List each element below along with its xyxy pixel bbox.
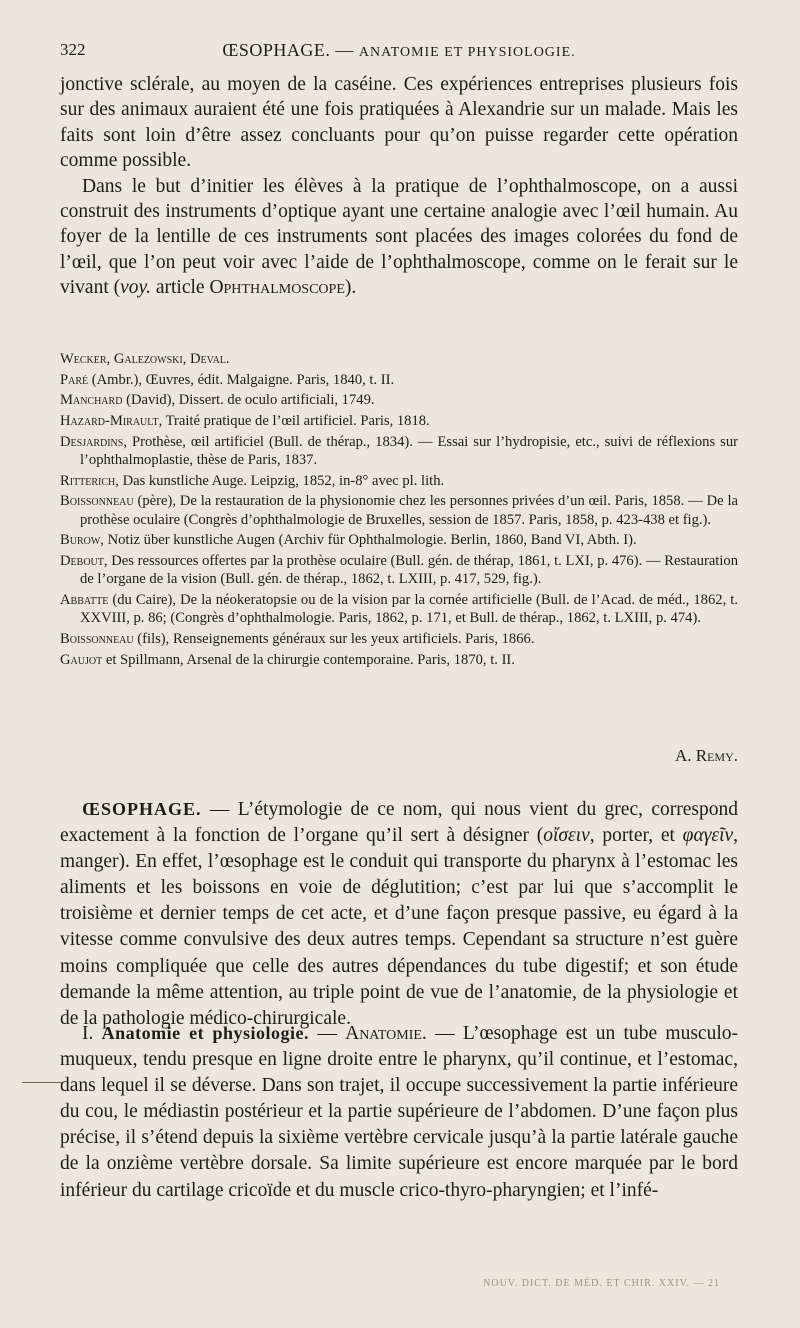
reference-entry — [60, 591, 738, 627]
cross-reference: Ophthalmoscope — [209, 277, 345, 299]
article-word: article — [150, 277, 210, 299]
running-header — [60, 40, 738, 70]
reference-author: Manchard — [60, 392, 123, 409]
reference-author: Paré — [60, 371, 89, 388]
article-text-a: — L’étymologie de ce nom, qui nous vient du grec, correspond exactement à la fonction de l’organe qu’il sert à désigner ( — [60, 799, 738, 847]
reference-entry — [60, 433, 738, 469]
reference-text: (père), De la restauration de la physionomie chez les personnes privées d’un œil. Paris, 1858. — De la prothèse oculaire (Congrès d’ophthalmologie de Bruxelles, session de 1857. Paris, 1858, p. 423-438 et fig.). — [80, 493, 738, 528]
reference-text: , Notiz über kunstliche Augen (Archiv für Ophthalmologie. Berlin, 1860, Band VI, Abth. I). — [100, 532, 637, 549]
reference-text: , Prothèse, œil artificiel (Bull. de thérap., 1834). — Essai sur l’hydropisie, etc., suivi de réflexions sur l’ophthalmoplastie, thèse de Paris, 1837. — [80, 433, 738, 469]
reference-author: Gaujot — [60, 651, 103, 668]
article-oesophage — [60, 796, 738, 1032]
section-number: I. — [82, 1023, 102, 1044]
section-text: — L’œsophage est un tube musculo-muqueux, tendu presque en ligne droite entre le pharynx, qu’il continue, et l’estomac, dans lequel il se déverse. Dans son trajet, il occupe successivement la partie inférieure du cou, le médiastin postérieur et la partie supérieure de l’abdomen. D’une façon plus précise, il s’étend depuis la sixième vertèbre cervicale jusqu’à la partie latérale gauche de la onzième vertèbre dorsale. Sa limite supérieure est encore marquée par le bord inférieur du cartilage cricoïde et du muscle crico-thyro-pharyngien; et l’infé- — [60, 1023, 738, 1201]
reference-author: Burow — [60, 532, 101, 549]
reference-author: Abbatte — [60, 591, 109, 608]
reference-entry — [60, 472, 738, 490]
reference-text: (fils), Renseignements généraux sur les yeux artificiels. Paris, 1866. — [133, 630, 535, 647]
reference-text: , Des ressources offertes par la prothèse oculaire (Bull. gén. de thérap, 1861, t. LXI, p. 476). — Restauration de l’organe de la vision (Bull. gén. de thérap., 1862, t. LXIII, p. 417, 529, fig.). — [80, 553, 738, 588]
greek-word-porter: οἴσειν — [543, 825, 590, 847]
paragraph-continuation: jonctive sclérale, au moyen de la caséine. Ces expériences entreprises plusieurs fois sur des animaux auraient été une fois pratiquées à Alexandrie sur un malade. Mais les faits sont loin d’être assez concluants pour qu’on puisse regarder cette opération comme possible. — [60, 74, 738, 172]
reference-author: Ritterich — [60, 472, 116, 489]
greek-word-manger: φαγεῖν — [682, 825, 734, 847]
running-title-main: ŒSOPHAGE. — — [222, 40, 359, 60]
reference-entry — [60, 391, 738, 409]
paragraph-close: ). — [344, 277, 357, 299]
paragraph-ophthalmoscope-text: Dans le but d’initier les élèves à la pratique de l’ophthalmoscope, on a aussi construit des instruments d’optique ayant une certaine analogie avec l’œil humain. Au foyer de la lentille de ces instruments sont placées des images colorées du fond de l’œil, que l’on peut voir avec l’aide de l’ophthalmoscope, comme on le ferait sur le vivant ( — [60, 175, 738, 299]
reference-entry — [60, 531, 738, 549]
page-footer-signature: NOUV. DICT. DE MÉD. ET CHIR. XXIV. — 21 — [483, 1278, 720, 1289]
bibliography — [60, 350, 738, 671]
intro-text — [60, 72, 738, 301]
reference-author: Desjardins — [60, 433, 124, 450]
running-title — [60, 40, 738, 61]
section-anatomie — [60, 1020, 738, 1204]
reference-text: et Spillmann, Arsenal de la chirurgie contemporaine. Paris, 1870, t. II. — [102, 651, 515, 668]
reference-text: , Traité pratique de l’œil artificiel. Paris, 1818. — [158, 413, 430, 430]
author-signature: A. Remy. — [674, 746, 738, 765]
section-sublabel: Anatomie. — [345, 1023, 427, 1044]
article-headword: ŒSOPHAGE. — [82, 799, 202, 819]
reference-author: Boissonneau — [60, 493, 134, 510]
reference-entry — [60, 412, 738, 430]
reference-text: (Ambr.), Œuvres, édit. Malgaigne. Paris, 1840, t. II. — [88, 371, 395, 388]
reference-text: (David), Dissert. de oculo artificiali, 1749. — [122, 392, 375, 409]
paragraph-ophthalmoscope — [60, 174, 738, 301]
article-text-c: , manger). En effet, l’œsophage est le conduit qui transporte du pharynx à l’estomac les aliments et les boissons en voie de déglutition; c’est par lui que s’accomplit le troisième et dernier temps de cet acte, et d’une façon presque passive, eu égard à la vitesse comme convulsive des deux autres temps. Cependant sa structure n’est guère moins compliquée que celle des autres dépendances du tube digestif; et son étude demande la même attention, au triple point de vue de l’anatomie, de la physiologie et de la pathologie médico-chirurgicale. — [60, 825, 739, 1029]
margin-mark — [22, 1082, 62, 1083]
reference-text: (du Caire), De la néokeratopsie ou de la vision par la cornée artificielle (Bull. de l’Acad. de méd., 1862, t. XXVIII, p. 86; (Congrès d’ophthalmologie. Paris, 1862, p. 171, et Bull. de thérap., 1862, t. LXIII, p. 474). — [80, 591, 738, 627]
reference-entry — [60, 552, 738, 588]
running-title-sub: ANATOMIE ET PHYSIOLOGIE. — [358, 45, 576, 60]
reference-text: , Das kunstliche Auge. Leipzig, 1852, in-8° avec pl. lith. — [115, 472, 445, 489]
reference-author: Debout — [60, 553, 104, 570]
reference-entry — [60, 350, 738, 368]
reference-entry — [60, 630, 738, 648]
reference-author: Wecker, Galezowski, Deval. — [60, 351, 230, 367]
reference-entry — [60, 651, 738, 669]
article-paragraph — [60, 796, 738, 1032]
page-number: 322 — [60, 40, 86, 59]
section-paragraph: I. Anatomie et physiologie. — Anatomie. — L’œsophage est un tube musculo-muqueux, tendu presque en ligne droite entre le pharynx, qu’il continue, et l’estomac, dans lequel il se déverse. Dans son trajet, il occupe successivement la partie inférieure du cou, le médiastin postérieur et la partie supérieure de l’abdomen. D’une façon plus précise, il s’étend depuis la sixième vertèbre cervicale jusqu’à la partie latérale gauche de la onzième vertèbre dorsale. Sa limite supérieure est encore marquée par le bord inférieur du cartilage cricoïde et du muscle crico-thyro-pharyngien; et l’infé- — [60, 1023, 738, 1201]
reference-author: Boissonneau — [60, 630, 134, 647]
section-title: Anatomie et physiologie. — [101, 1023, 310, 1043]
reference-entry — [60, 371, 738, 389]
reference-author: Hazard-Mirault — [60, 413, 159, 430]
article-text-b: , porter, et — [589, 825, 683, 847]
voy-abbrev: voy. — [120, 277, 151, 299]
reference-entry — [60, 492, 738, 528]
